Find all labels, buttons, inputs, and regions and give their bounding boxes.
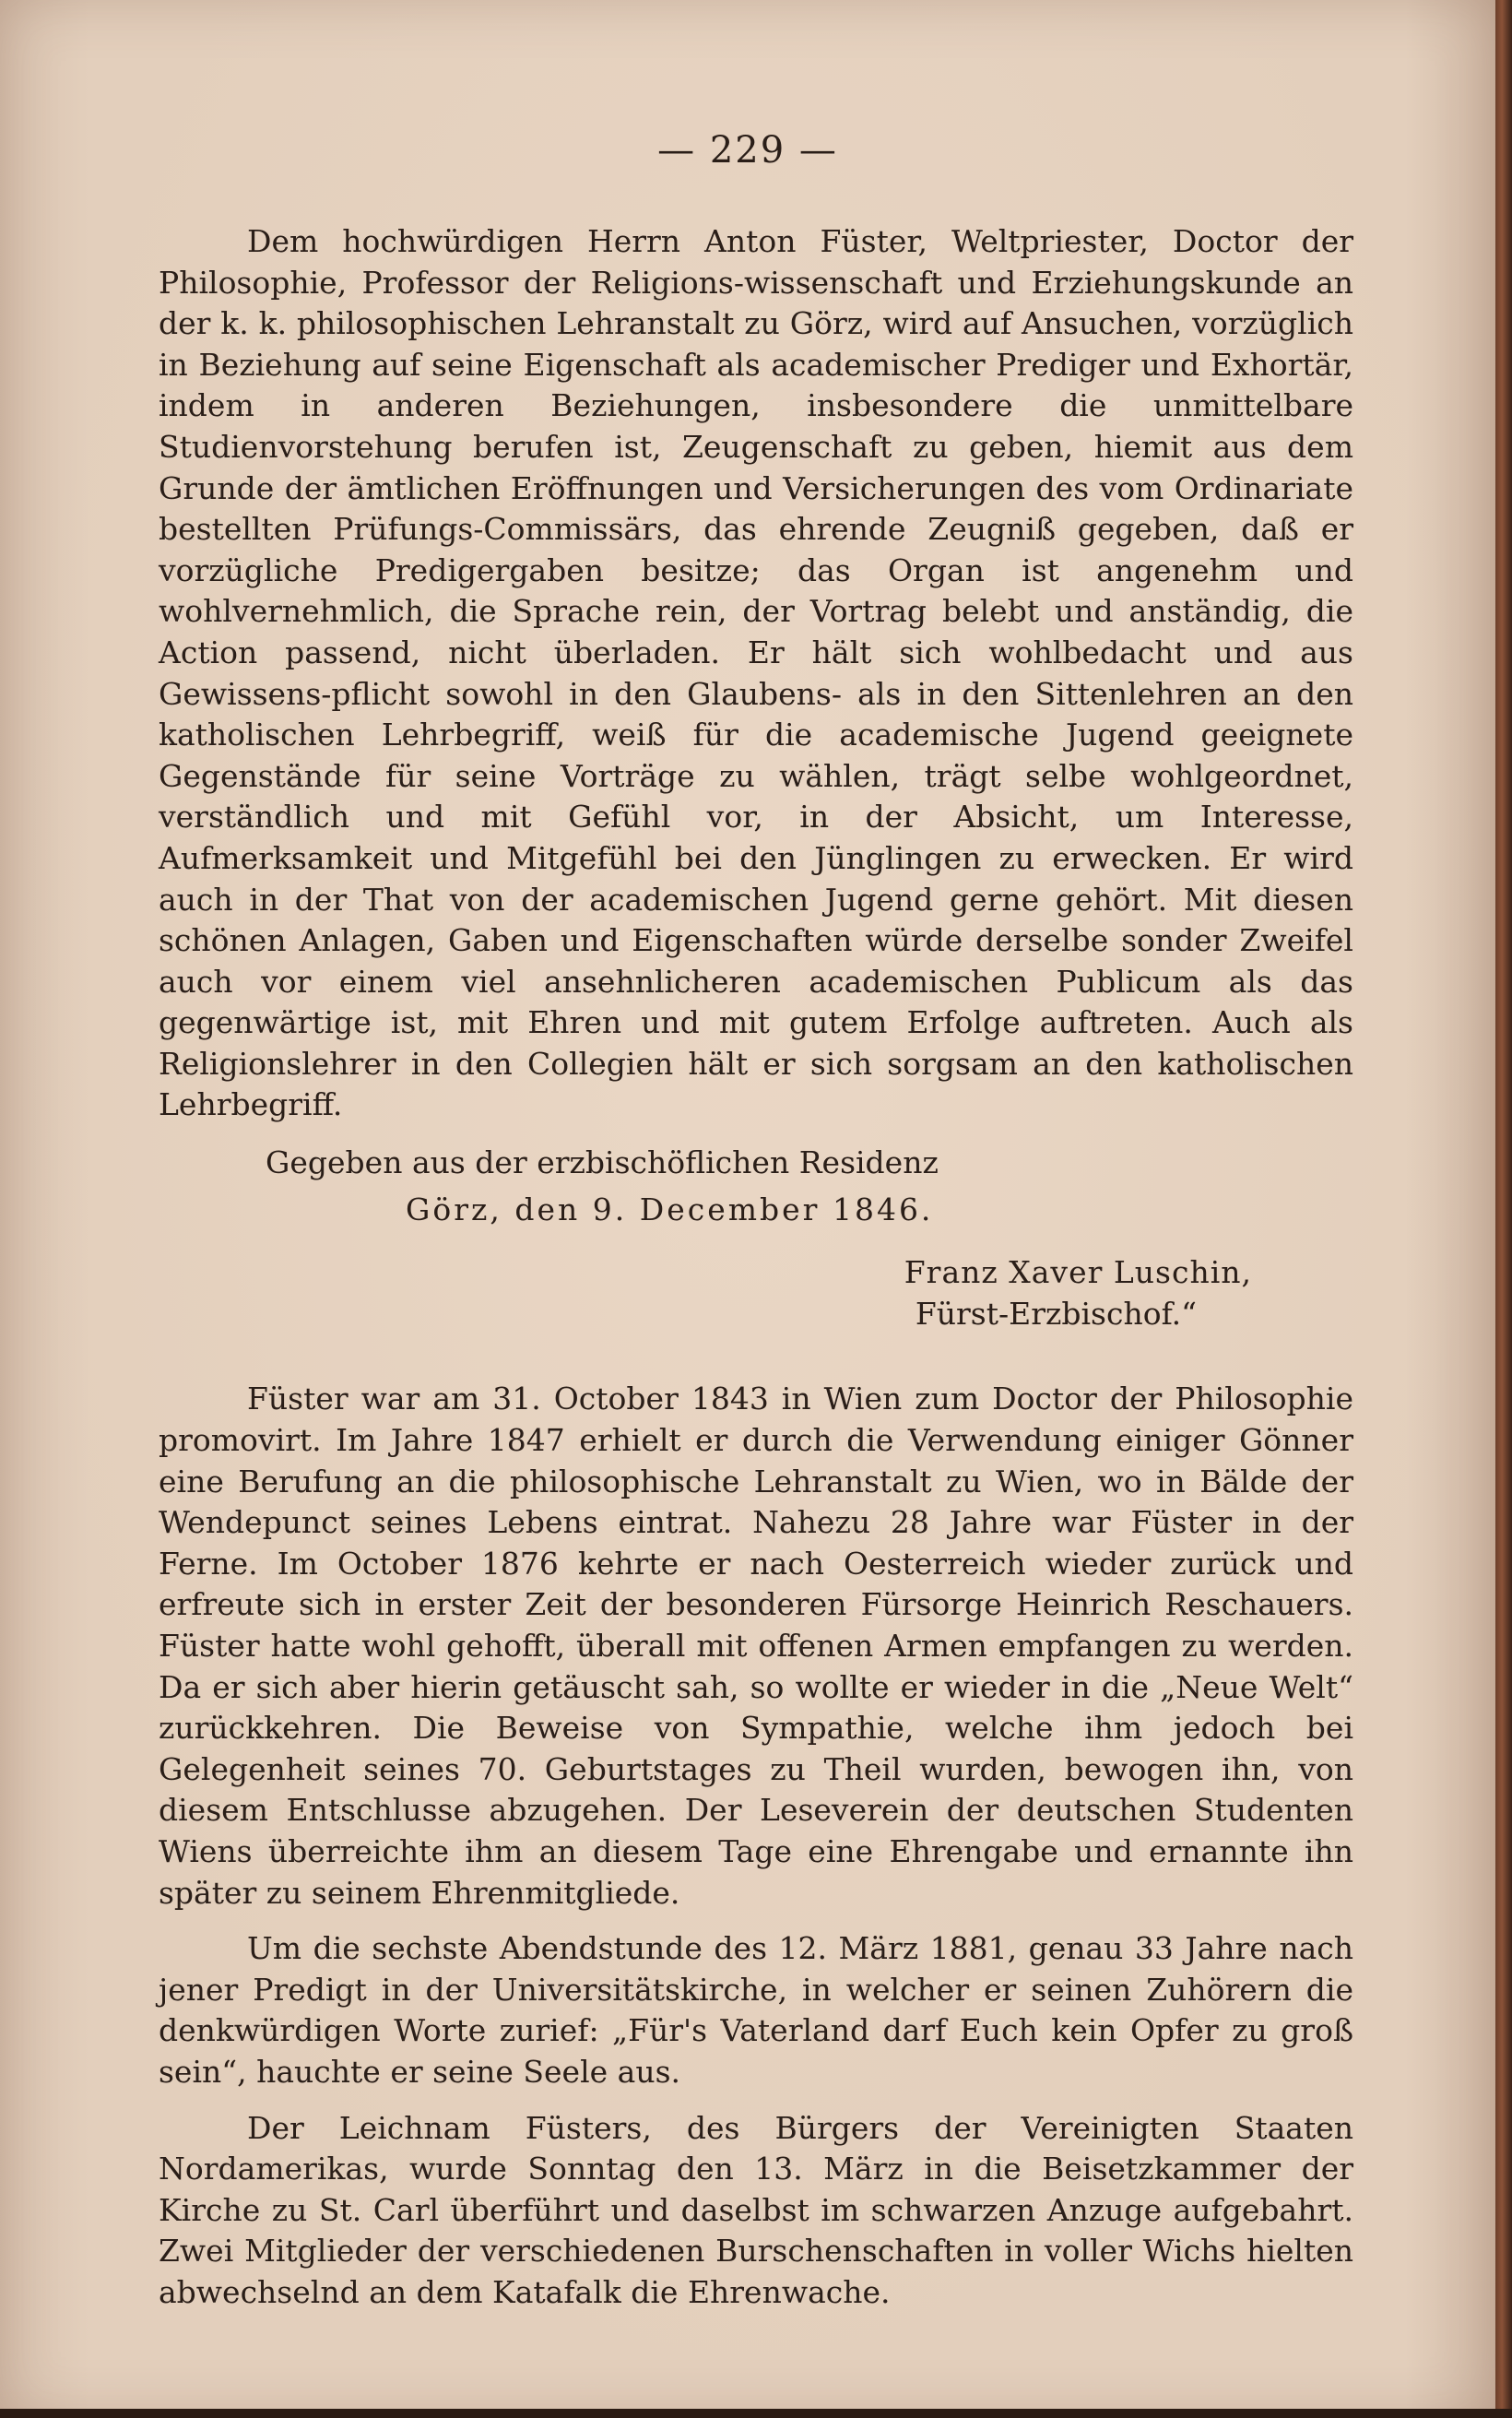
testimonial-given-at: Gegeben aus der erzbischöflichen Residenz: [266, 1144, 939, 1181]
narrative-paragraph-3: Der Leichnam Füsters, des Bürgers der Vereinigten Staaten Nordamerikas, wurde Sonntag den 13. März in die Beisetzkammer der Kirche zu St. Carl überführt und daselbst im schwarzen Anzuge aufgebahrt. Zwei Mitglieder der verschiedenen Burschenschaften in voller Wichs hielten abwechselnd an dem Katafalk die Ehrenwache.: [159, 2109, 1353, 2310]
signature-title: Fürst-Erzbischof.“: [915, 1295, 1197, 1332]
page-bottom-edge: [0, 2409, 1512, 2418]
narrative-paragraph-2: Um die sechste Abendstunde des 12. März 1881, genau 33 Jahre nach jener Predigt in der Universitätskirche, in welcher er seinen Zuhörern die denkwürdigen Worte zurief: „Für's Vaterland darf Euch kein Opfer zu groß sein“, hauchte er seine Seele aus.: [159, 1930, 1353, 2090]
page-body: [159, 221, 1353, 2314]
page-number: — 229 —: [657, 129, 838, 172]
book-spine-edge: [1495, 0, 1512, 2418]
narrative-paragraph-1: Füster war am 31. October 1843 in Wien zum Doctor der Philosophie promovirt. Im Jahre 1847 erhielt er durch die Verwendung einiger Gönner eine Berufung an die philosophische Lehranstalt zu Wien, wo in Bälde der Wendepunct seines Lebens eintrat. Nahezu 28 Jahre war Füster in der Ferne. Im October 1876 kehrte er nach Oesterreich wieder zurück und erfreute sich in erster Zeit der besonderen Fürsorge Heinrich Reschauers. Füster hatte wohl gehofft, überall mit offenen Armen empfangen zu werden. Da er sich aber hierin getäuscht sah, so wollte er wieder in die „Neue Welt“ zurückkehren. Die Beweise von Sympathie, welche ihm jedoch bei Gelegenheit seines 70. Geburtstages zu Theil wurden, bewogen ihn, von diesem Entschlusse abzugehen. Der Leseverein der deutschen Studenten Wiens überreichte ihm an diesem Tage eine Ehrengabe und ernannte ihn später zu seinem Ehrenmitgliede.: [159, 1381, 1353, 1911]
testimonial-paragraph: Dem hochwürdigen Herrn Anton Füster, Weltpriester, Doctor der Philosophie, Professor der Religions-wissenschaft und Erziehungskunde an der k. k. philosophischen Lehranstalt zu Görz, wird auf Ansuchen, vorzüglich in Beziehung auf seine Eigenschaft als academischer Prediger und Exhortär, indem in anderen Beziehungen, insbesondere die unmittelbare Studienvorstehung berufen ist, Zeugenschaft zu geben, hiemit aus dem Grunde der ämtlichen Eröffnungen und Versicherungen des vom Ordinariate bestellten Prüfungs-Commissärs, das ehrende Zeugniß gegeben, daß er vorzügliche Predigergaben besitze; das Organ ist angenehm und wohlvernehmlich, die Sprache rein, der Vortrag belebt und anständig, die Action passend, nicht überladen. Er hält sich wohlbedacht und aus Gewissens-pflicht sowohl in den Glaubens- als in den Sittenlehren an den katholischen Lehrbegriff, weiß für die academische Jugend geeignete Gegenstände für seine Vorträge zu wählen, trägt selbe wohlgeordnet, verständlich und mit Gefühl vor, in der Absicht, um Interesse, Aufmerksamkeit und Mitgefühl bei den Jünglingen zu erwecken. Er wird auch in der That von der academischen Jugend gerne gehört. Mit diesen schönen Anlagen, Gaben und Eigenschaften würde derselbe sonder Zweifel auch vor einem viel ansehnlicheren academischen Publicum als das gegenwärtige ist, mit Ehren und mit gutem Erfolge auftreten. Auch als Religionslehrer in den Collegien hält er sich sorgsam an den katholischen Lehrbegriff.: [159, 223, 1353, 1123]
testimonial-date: Görz, den 9. December 1846.: [406, 1191, 934, 1227]
signature-name: Franz Xaver Luschin,: [904, 1254, 1252, 1291]
